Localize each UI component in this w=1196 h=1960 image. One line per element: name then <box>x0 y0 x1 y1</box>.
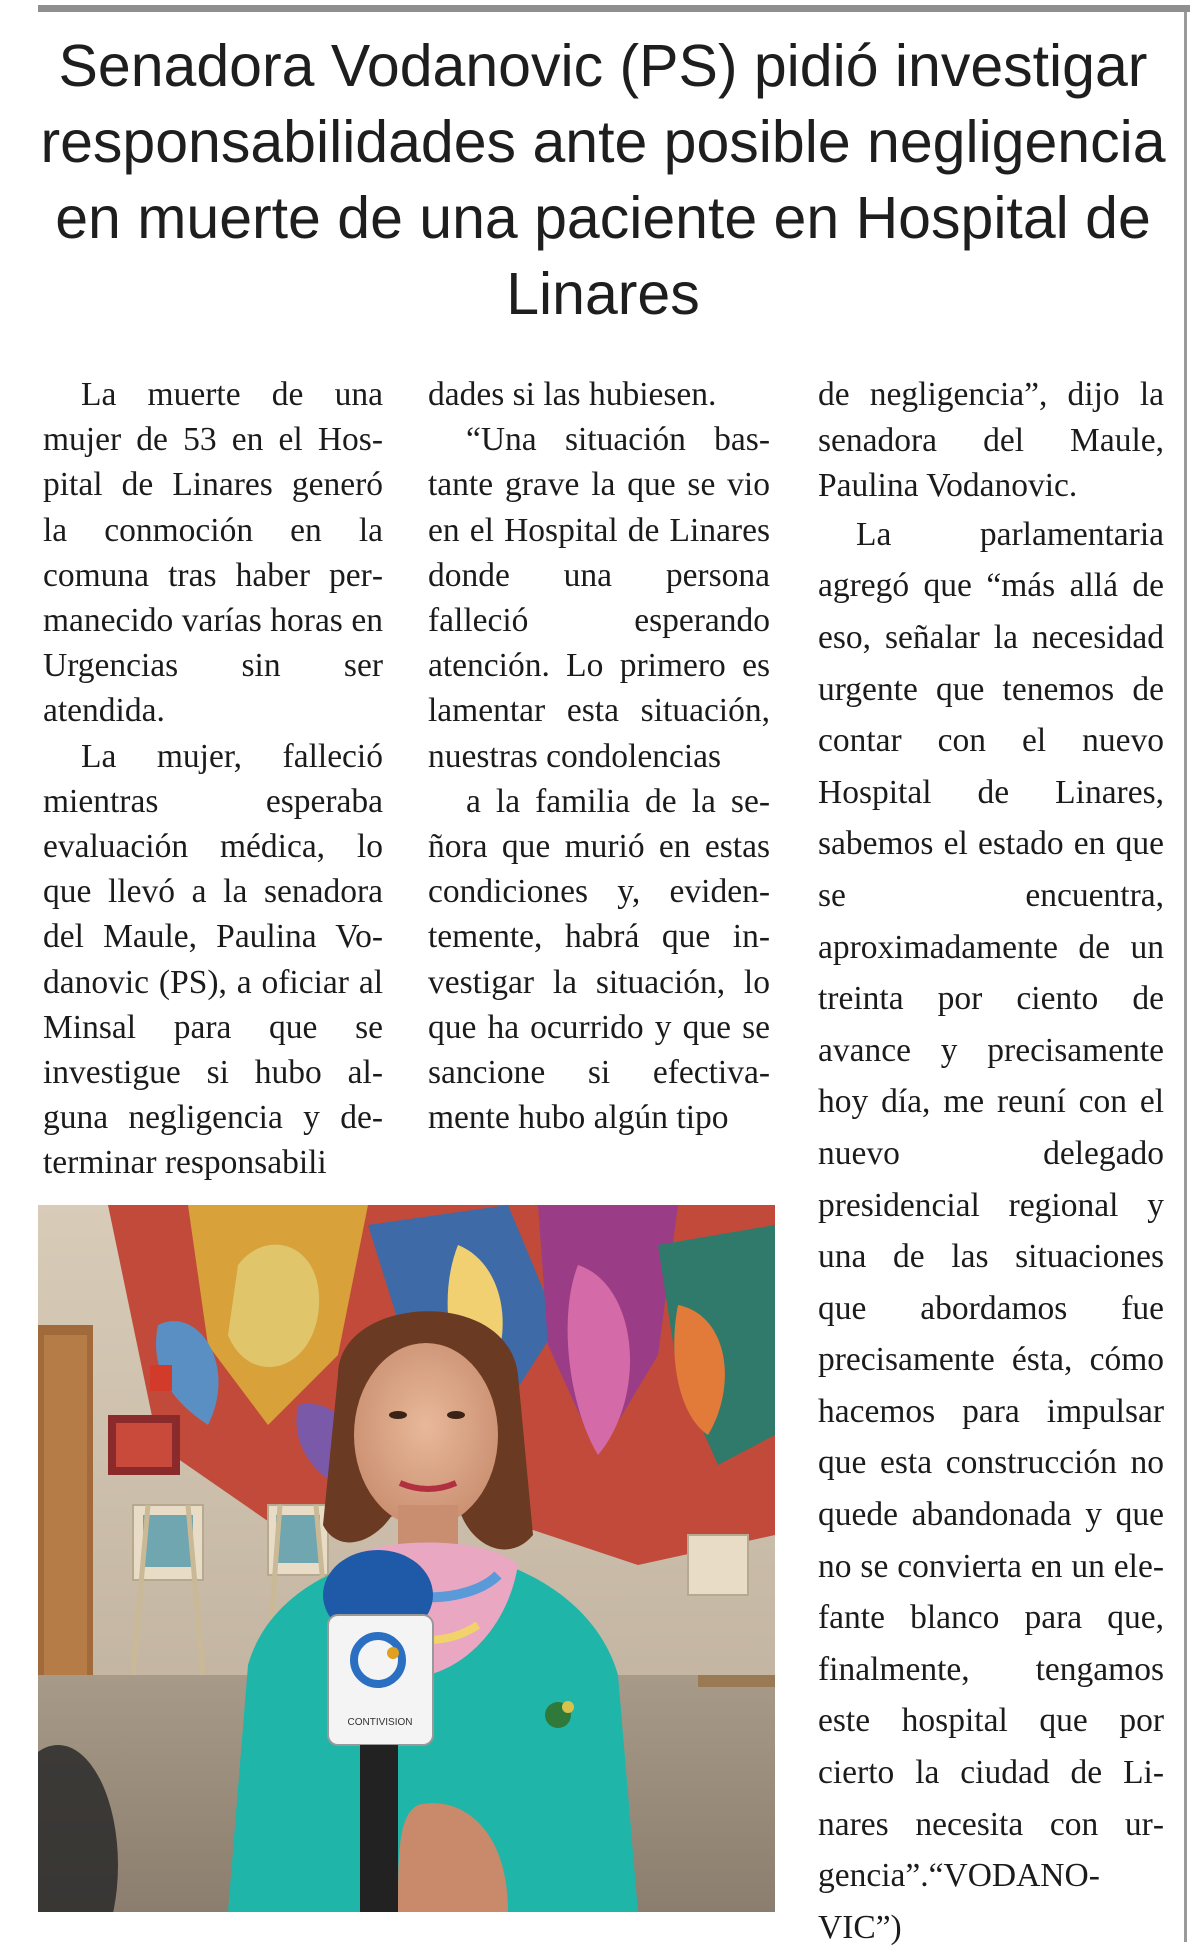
senator-interview-photo <box>38 1205 775 1912</box>
paragraph-5: La parlamentaria agregó que “más allá de eso, señalar la necesidad urgente que tenemos de contar con el nuevo Hospital de Linares, sabemos el estado en que se encuentra, aproximadamente de un treinta por ciento de avance y precisamente hoy día, me reuní con el nuevo delegado presidencial regional y una de las situaciones que abordamos fue precisamente ésta, cómo hacemos para impulsar que esta construcción no quede abandonada y que no se convierta en un elefante blanco para que, finalmente, tengamos este hospital que por cierto la ciudad de Linares necesita con urgencia”.“VODANOVIC”) <box>818 515 1164 1946</box>
paragraph-2-part-1: La mujer, falleció mientras esperaba evaluación médica, lo que llevó a la senadora del Maule, Paulina Vodanovic (PS), a oficiar al Minsal para que se investigue si hubo alguna negligencia y determinar responsabili <box>43 737 383 1182</box>
article-column-1 <box>43 372 383 1186</box>
article-column-3 <box>818 372 1164 1953</box>
article-column-2 <box>428 372 770 1140</box>
paragraph-2-part-2: dades si las hubiesen. <box>428 376 717 413</box>
top-rule <box>38 5 1190 12</box>
microphone-logo-text: CONTIVISION <box>347 1717 413 1728</box>
right-rule <box>1184 12 1187 1942</box>
headline: Senadora Vodanovic (PS) pidió investigar responsabilidades ante posible negligencia en muerte de una paciente en Hospital de Linares <box>40 33 1166 327</box>
paragraph-4-part-1: a la familia de la señora que murió en estas condiciones y, evidentemente, habrá que investigar la situación, lo que ha ocurrido y que se sancione si efectivamente hubo algún tipo <box>428 782 770 1137</box>
paragraph-1: La muerte de una mujer de 53 en el Hospital de Linares generó la conmoción en la comuna tras haber permanecido varías horas en Urgencias sin ser atendida. <box>43 376 383 730</box>
paragraph-3: “Una situación bastante grave la que se vio en el Hospital de Linares donde una persona falleció esperando atención. Lo primero es lamentar esta situación, nuestras condolencias <box>428 421 770 775</box>
paragraph-4-part-2: de negligencia”, dijo la senadora del Maule, Paulina Vodanovic. <box>818 376 1164 505</box>
